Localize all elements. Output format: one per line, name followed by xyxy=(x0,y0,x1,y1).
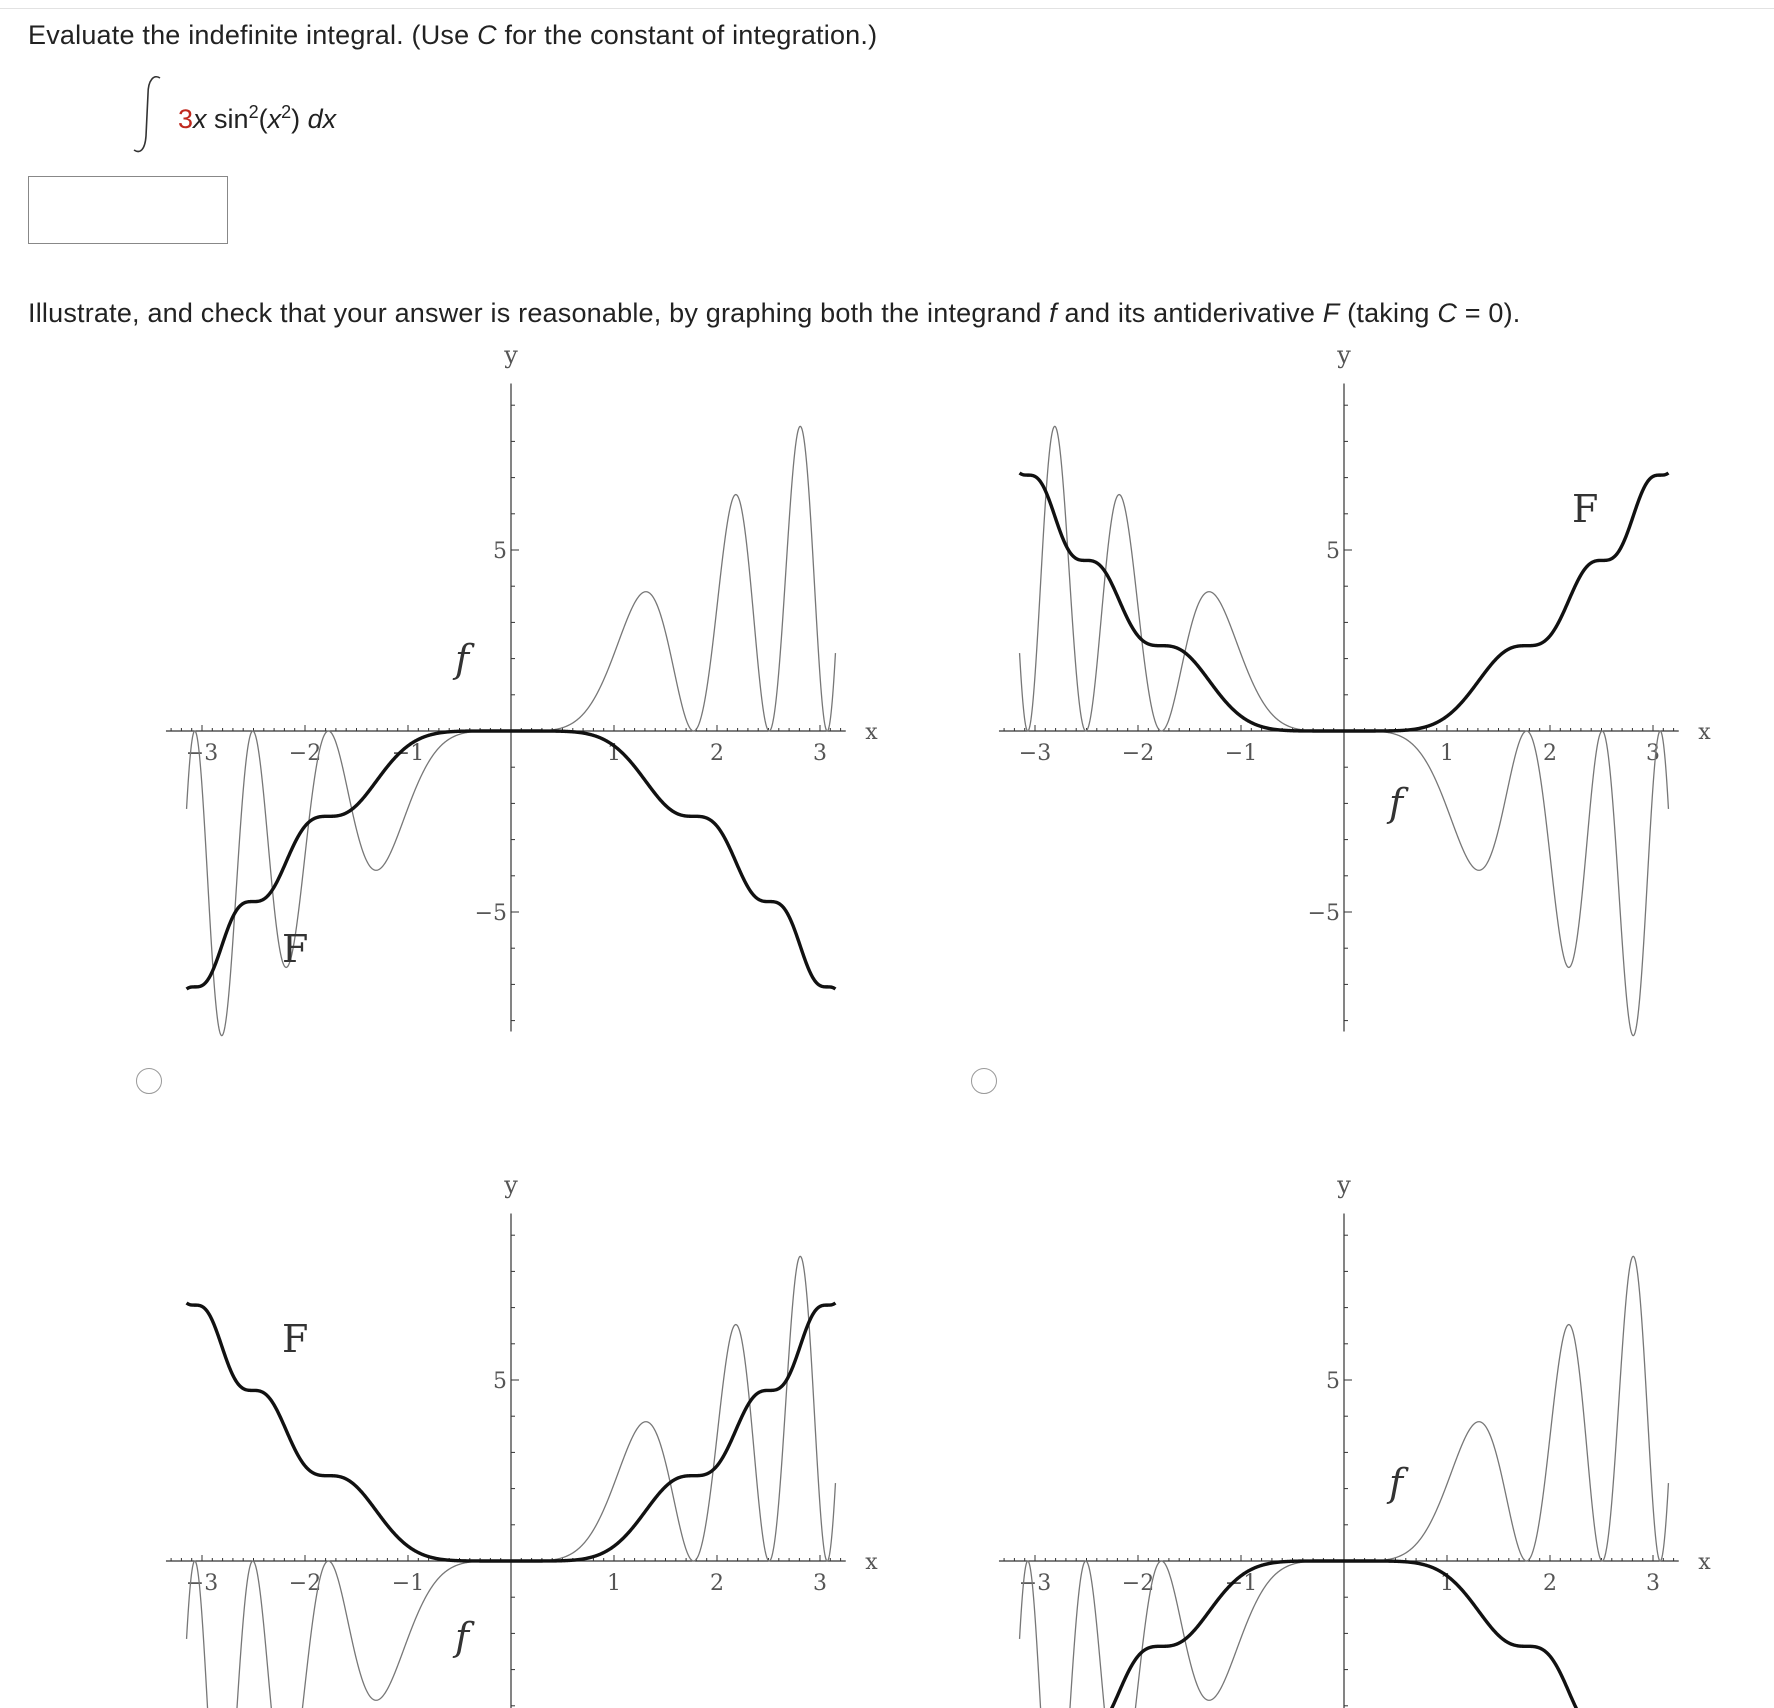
graph-choice-B xyxy=(999,341,1711,1036)
x-tick-label: −3 xyxy=(185,741,219,766)
x-tick-label: 1 xyxy=(607,741,621,766)
F-curve-label: F xyxy=(1572,487,1599,531)
y-axis-label: y xyxy=(1337,1171,1351,1199)
f-curve-label: f xyxy=(455,637,470,681)
x-tick-label: 2 xyxy=(710,741,724,766)
graph-choice-D xyxy=(999,1171,1711,1708)
y-axis-label: y xyxy=(504,1171,518,1199)
instruction-part-2: and its antiderivative xyxy=(1056,298,1323,328)
instruction-part-4: = 0). xyxy=(1457,298,1521,328)
x-tick-label: −1 xyxy=(391,1571,425,1596)
x-tick-label: 1 xyxy=(607,1571,621,1596)
x-tick-label: −3 xyxy=(1018,1571,1052,1596)
y-axis-label: y xyxy=(1337,341,1351,369)
instruction-f-var: f xyxy=(1049,298,1057,328)
integrand-open-paren: ( xyxy=(258,104,268,134)
f-curve-label: f xyxy=(455,1615,470,1659)
integrand-close-paren: ) xyxy=(291,104,308,134)
x-tick-label: −2 xyxy=(288,741,322,766)
integrand-func: sin xyxy=(206,104,249,134)
x-tick-label: 1 xyxy=(1440,1571,1454,1596)
integrand-arg-power: 2 xyxy=(281,102,292,122)
integrand-power: 2 xyxy=(248,102,259,122)
x-tick-label: 2 xyxy=(1543,741,1557,766)
instruction-F-var: F xyxy=(1322,298,1340,328)
x-tick-label: 3 xyxy=(1646,741,1660,766)
x-tick-label: −3 xyxy=(1018,741,1052,766)
graph-choice-A xyxy=(166,341,878,1036)
instruction-C-var: C xyxy=(1437,298,1458,328)
y-tick-label: 5 xyxy=(493,1369,507,1394)
y-tick-label: 5 xyxy=(1326,539,1340,564)
x-axis-label: x xyxy=(865,720,878,745)
x-axis-label: x xyxy=(1698,1550,1711,1575)
F-curve-label: F xyxy=(282,1317,309,1361)
f-curve-label: f xyxy=(1389,1461,1404,1505)
question-part-2: for the constant of integration.) xyxy=(496,20,878,50)
x-tick-label: 2 xyxy=(710,1571,724,1596)
x-tick-label: −1 xyxy=(1224,1571,1258,1596)
f-curve-label: f xyxy=(1389,781,1404,825)
x-tick-label: −1 xyxy=(391,741,425,766)
x-tick-label: −1 xyxy=(1224,741,1258,766)
x-tick-label: 3 xyxy=(1646,1571,1660,1596)
x-tick-label: 1 xyxy=(1440,741,1454,766)
x-axis-label: x xyxy=(1698,720,1711,745)
y-tick-label: 5 xyxy=(493,539,507,564)
integrand-x: x xyxy=(193,104,207,134)
integrand-arg: x xyxy=(267,104,282,134)
y-axis-label: y xyxy=(504,341,518,369)
y-tick-label: −5 xyxy=(474,901,507,926)
question-c-var: C xyxy=(477,20,497,50)
instruction-part-3: (taking xyxy=(1339,298,1438,328)
integrand-dx: dx xyxy=(307,104,337,134)
x-tick-label: 3 xyxy=(813,741,827,766)
x-tick-label: 2 xyxy=(1543,1571,1557,1596)
x-axis-label: x xyxy=(865,1550,878,1575)
instruction-part-1: Illustrate, and check that your answer is reasonable, by graphing both the integrand xyxy=(28,298,1050,328)
F-curve-label: F xyxy=(282,927,309,971)
integrand-coefficient: 3 xyxy=(178,104,194,134)
y-tick-label: −5 xyxy=(1307,901,1340,926)
x-tick-label: −2 xyxy=(288,1571,322,1596)
x-tick-label: −2 xyxy=(1121,741,1155,766)
choice-radio-B[interactable] xyxy=(971,1068,997,1094)
y-tick-label: 5 xyxy=(1326,1369,1340,1394)
x-tick-label: 3 xyxy=(813,1571,827,1596)
question-part-1: Evaluate the indefinite integral. (Use xyxy=(28,20,478,50)
x-tick-label: −2 xyxy=(1121,1571,1155,1596)
x-tick-label: −3 xyxy=(185,1571,219,1596)
choice-radio-A[interactable] xyxy=(136,1068,162,1094)
graph-choice-C xyxy=(166,1171,878,1708)
